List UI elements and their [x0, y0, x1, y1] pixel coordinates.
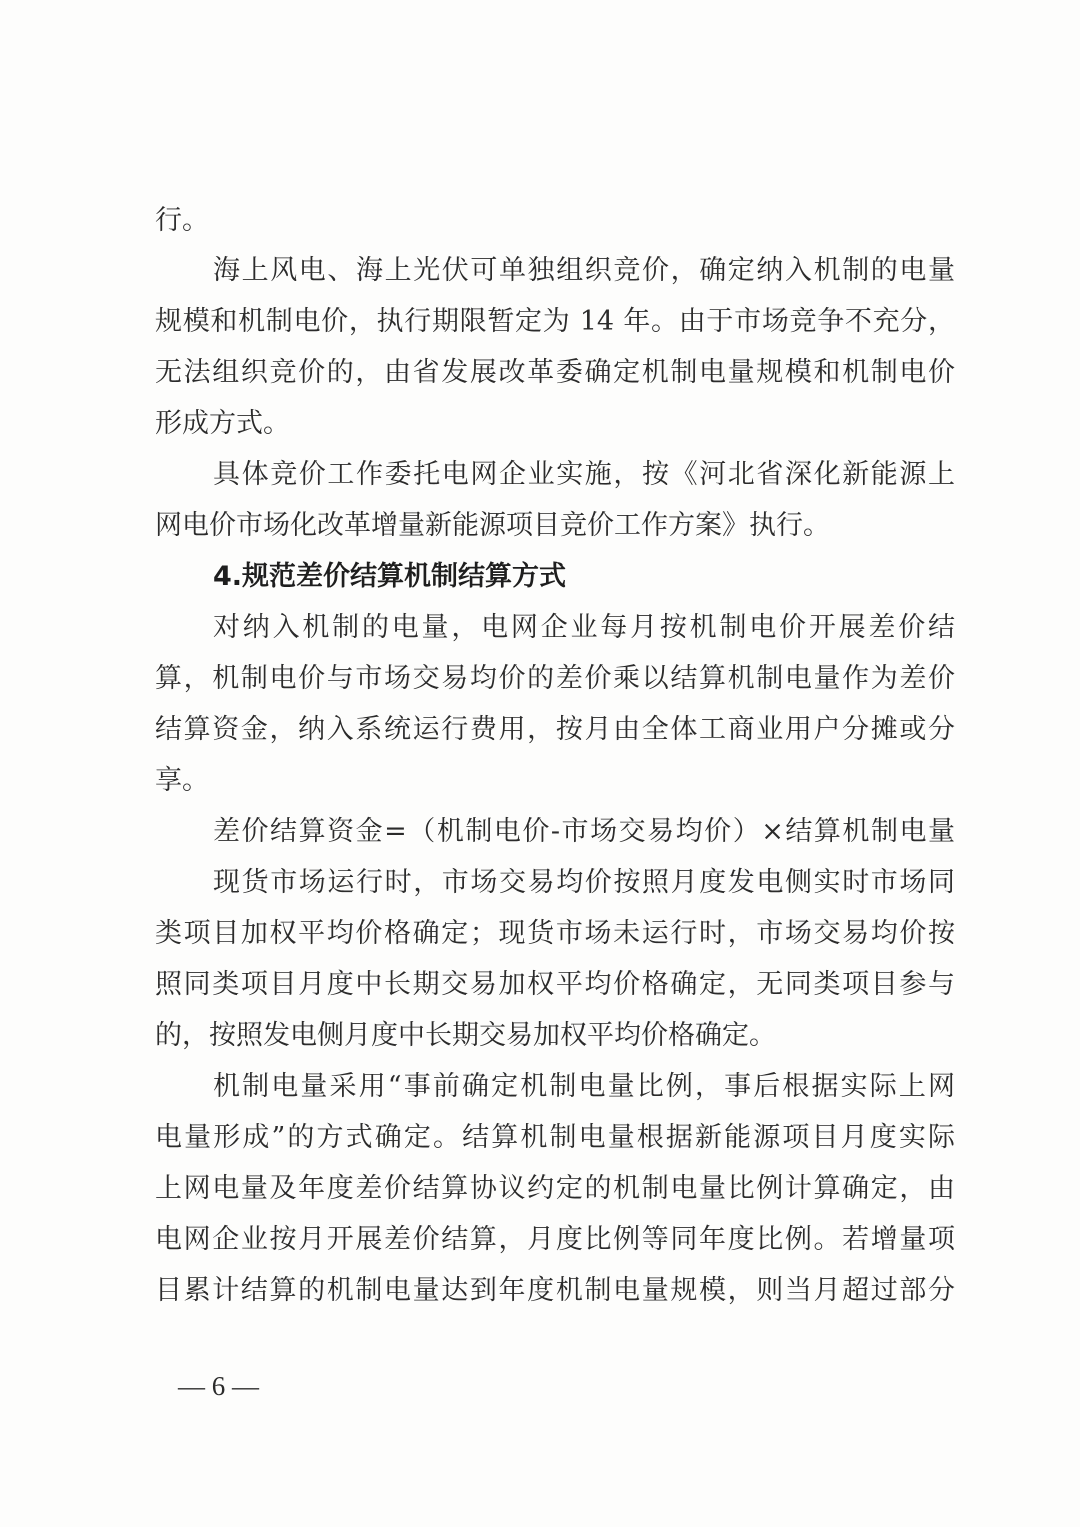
paragraph-settlement-line-3: 结算资金，纳入系统运行费用，按月由全体工商业用户分摊或分 — [155, 714, 955, 745]
paragraph-offshore-line-3: 无法组织竞价的，由省发展改革委确定机制电量规模和机制电价 — [155, 357, 955, 388]
formula-line: 差价结算资金=（机制电价-市场交易均价）×结算机制电量 — [213, 816, 955, 847]
paragraph-mechanism-line-3: 上网电量及年度差价结算协议约定的机制电量比例计算确定，由 — [155, 1173, 955, 1204]
page-number: — 6 — — [178, 1371, 259, 1401]
paragraph-spot-line-1: 现货市场运行时，市场交易均价按照月度发电侧实时市场同 — [213, 867, 955, 898]
paragraph-spot-line-4: 的，按照发电侧月度中长期交易加权平均价格确定。 — [155, 1020, 776, 1051]
paragraph-offshore-line-4: 形成方式。 — [155, 408, 290, 439]
paragraph-mechanism-line-2: 电量形成”的方式确定。结算机制电量根据新能源项目月度实际 — [155, 1122, 955, 1153]
section-heading: 4.规范差价结算机制结算方式 — [213, 561, 567, 592]
paragraph-offshore-line-1: 海上风电、海上光伏可单独组织竞价，确定纳入机制的电量 — [213, 255, 955, 286]
paragraph-spot-line-2: 类项目加权平均价格确定；现货市场未运行时，市场交易均价按 — [155, 918, 955, 949]
paragraph-offshore-line-2: 规模和机制电价，执行期限暂定为 14 年。由于市场竞争不充分， — [155, 306, 955, 337]
text-line-continuation: 行。 — [155, 205, 209, 236]
paragraph-settlement-line-1: 对纳入机制的电量，电网企业每月按机制电价开展差价结 — [213, 612, 955, 643]
paragraph-mechanism-line-5: 目累计结算的机制电量达到年度机制电量规模，则当月超过部分 — [155, 1275, 955, 1306]
paragraph-mechanism-line-1: 机制电量采用“事前确定机制电量比例，事后根据实际上网 — [213, 1071, 955, 1102]
paragraph-mechanism-line-4: 电网企业按月开展差价结算，月度比例等同年度比例。若增量项 — [155, 1224, 955, 1255]
paragraph-bidding-line-2: 网电价市场化改革增量新能源项目竞价工作方案》执行。 — [155, 510, 830, 541]
paragraph-settlement-line-2: 算，机制电价与市场交易均价的差价乘以结算机制电量作为差价 — [155, 663, 955, 694]
paragraph-settlement-line-4: 享。 — [155, 765, 209, 796]
paragraph-bidding-line-1: 具体竞价工作委托电网企业实施，按《河北省深化新能源上 — [213, 459, 955, 490]
paragraph-spot-line-3: 照同类项目月度中长期交易加权平均价格确定，无同类项目参与 — [155, 969, 955, 1000]
